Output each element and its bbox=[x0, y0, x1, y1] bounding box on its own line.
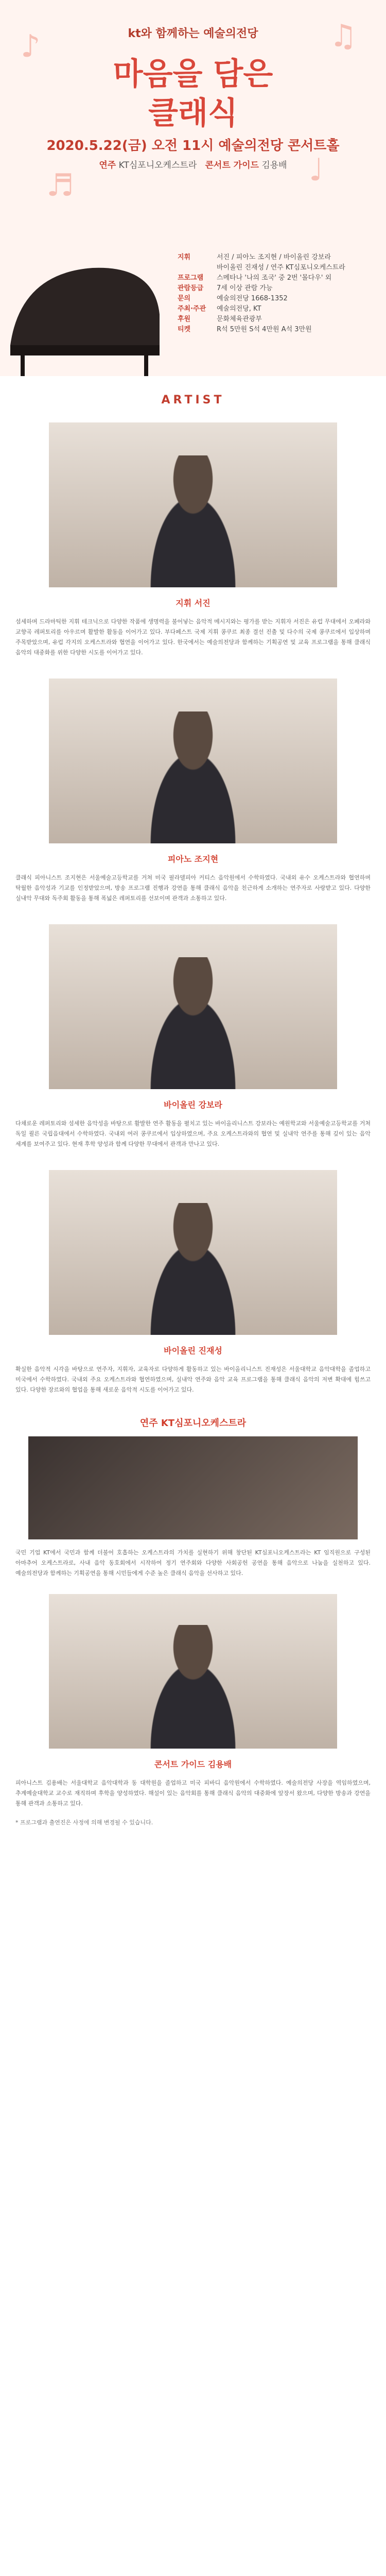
artist-photo bbox=[49, 1170, 337, 1335]
info-key: 문의 bbox=[178, 295, 191, 302]
artist-list bbox=[0, 422, 386, 1395]
info-rows bbox=[178, 252, 378, 335]
artist-name: 피아노 조지현 bbox=[167, 854, 219, 864]
info-key: 지휘 bbox=[178, 253, 191, 261]
info-key: 주최·주관 bbox=[178, 305, 206, 313]
artist-name: 지휘 서진 bbox=[176, 598, 210, 608]
artist-card bbox=[0, 679, 386, 904]
title-line-2: 클래식 bbox=[148, 95, 238, 131]
info-row bbox=[178, 294, 378, 304]
guide-block bbox=[0, 1594, 386, 1809]
footer-note: * 프로그램과 출연진은 사정에 의해 변경될 수 있습니다. bbox=[15, 1819, 153, 1826]
guide-name: 콘서트 가이드 김용배 bbox=[154, 1759, 232, 1769]
music-note-icon: ♩ bbox=[309, 152, 324, 188]
artist-card bbox=[0, 1170, 386, 1395]
artist-card bbox=[0, 422, 386, 658]
info-panel bbox=[0, 242, 386, 376]
info-row bbox=[178, 304, 378, 314]
music-note-icon: ♬ bbox=[46, 167, 74, 204]
artist-name: 바이올린 강보라 bbox=[164, 1100, 222, 1110]
info-row bbox=[178, 263, 378, 273]
info-key: 후원 bbox=[178, 315, 191, 323]
info-value: 예술의전당 1668-1352 bbox=[217, 295, 288, 302]
piano-illustration bbox=[0, 242, 170, 376]
info-key: 티켓 bbox=[178, 326, 191, 333]
info-key: 프로그램 bbox=[178, 274, 204, 282]
artist-bio: 다채로운 레퍼토리와 섬세한 음악성을 바탕으로 활발한 연주 활동을 펼치고 있는 바이올리니스트 강보라는 예원학교와 서울예술고등학교를 거쳐 독일 쾰른 국립음대에서 수학하였다. 국내외 여러 콩쿠르에서 입상하였으며, 주요 오케스트라와의 협연 및 실내악 연주를 통해 깊이 있는 음악 세계를 보여주고 있다. 현재 후학 양성과 함께 다양한 무대에서 관객과 만나고 있다. bbox=[15, 1120, 371, 1147]
info-row bbox=[178, 252, 378, 263]
orchestra-name: 연주 KT심포니오케스트라 bbox=[139, 1418, 247, 1429]
title-line-1: 마음을 담은 bbox=[113, 56, 273, 92]
info-value: R석 5만원 S석 4만원 A석 3만원 bbox=[217, 326, 312, 333]
info-value: 바이올린 진재성 / 연주 KT심포니오케스트라 bbox=[217, 264, 345, 272]
info-row bbox=[178, 283, 378, 294]
performer-line: 연주 KT심포니오케스트라 콘서트 가이드 김용배 bbox=[99, 160, 287, 171]
info-row bbox=[178, 273, 378, 283]
music-note-icon: ♫ bbox=[329, 18, 357, 54]
info-value: 문화체육관광부 bbox=[217, 315, 262, 323]
guide-photo bbox=[49, 1594, 337, 1749]
artist-photo bbox=[49, 422, 337, 587]
artist-section-header: ARTIST bbox=[161, 394, 225, 406]
artist-photo bbox=[49, 679, 337, 843]
concert-date: 2020.5.22(금) 오전 11시 예술의전당 콘서트홀 bbox=[46, 138, 340, 154]
guide-bio: 피아니스트 김용배는 서울대학교 음악대학과 동 대학원을 졸업하고 미국 피바디 음악원에서 수학하였다. 예술의전당 사장을 역임하였으며, 추계예술대학교 교수로 재직하며 후학을 양성하였다. 해설이 있는 음악회를 통해 클래식 음악의 대중화에 앞장서 왔으며, 다양한 방송과 강연을 통해 관객과 소통하고 있다. bbox=[15, 1780, 371, 1807]
orchestra-photo bbox=[28, 1436, 358, 1539]
info-value: 7세 이상 관람 가능 bbox=[217, 284, 273, 292]
info-value: 서진 / 피아노 조지현 / 바이올린 강보라 bbox=[217, 253, 331, 261]
artist-bio: 섬세하며 드라마틱한 지휘 테크닉으로 다양한 작품에 생명력을 불어넣는 음악적 메시지와는 평가를 받는 지휘자 서진은 유럽 무대에서 오페라와 교향곡 레퍼토리를 아우르며 활발한 활동을 이어가고 있다. 부다페스트 국제 지휘 콩쿠르 최종 결선 진출 및 다수의 국제 콩쿠르에서 입상하며 주목받았으며, 유럽 각지의 오케스트라와 협연을 이어가고 있다. 한국에서는 예술의전당과 함께하는 기획공연 및 교육 프로그램을 통해 클래식 음악의 대중화를 위한 다양한 시도를 이어가고 있다. bbox=[15, 618, 371, 656]
brand-tagline: kt와 함께하는 예술의전당 bbox=[128, 27, 258, 40]
info-value: 예술의전당, KT bbox=[217, 305, 261, 313]
info-row bbox=[178, 325, 378, 335]
music-note-icon: ♪ bbox=[21, 28, 41, 64]
artist-bio: 확실한 음악적 시각을 바탕으로 연주자, 지휘자, 교육자로 다양하게 활동하고 있는 바이올리니스트 진재성은 서울대학교 음악대학을 졸업하고 미국에서 수학하였다. 국내외 주요 오케스트라와 협연하였으며, 실내악 연주와 음악 교육 프로그램을 통해 클래식 음악의 저변 확대에 힘쓰고 있다. 다양한 장르와의 협업을 통해 새로운 음악적 시도를 이어가고 있다. bbox=[15, 1366, 371, 1393]
orchestra-block bbox=[0, 1416, 386, 1579]
info-key bbox=[178, 263, 212, 273]
hero-banner bbox=[0, 0, 386, 242]
artist-name: 바이올린 진재성 bbox=[164, 1346, 222, 1355]
info-value: 스메타나 '나의 조국' 중 2번 '몰다우' 외 bbox=[217, 274, 332, 282]
artist-photo bbox=[49, 924, 337, 1089]
artist-card bbox=[0, 924, 386, 1149]
info-row bbox=[178, 314, 378, 325]
info-key: 관람등급 bbox=[178, 284, 204, 292]
artist-bio: 클래식 피아니스트 조지현은 서울예술고등학교를 거쳐 미국 필라델피아 커티스 음악원에서 수학하였다. 국내외 유수 오케스트라와 협연하며 탁월한 음악성과 기교를 인정받았으며, 방송 프로그램 진행과 강연을 통해 클래식 음악을 친근하게 소개하는 연주자로 사랑받고 있다. 다양한 실내악 무대와 독주회 활동을 통해 폭넓은 레퍼토리를 선보이며 관객과 소통하고 있다. bbox=[15, 874, 371, 902]
orchestra-bio: 국민 기업 KT에서 국민과 함께 더불어 호흡하는 오케스트라의 가치를 실현하기 위해 창단된 KT심포니오케스트라는 KT 임직원으로 구성된 아마추어 오케스트라로, 사내 음악 동호회에서 시작하여 정기 연주회와 다양한 사회공헌 공연을 통해 음악으로 나눔을 실천하고 있다. 예술의전당과 함께하는 기획공연을 통해 시민들에게 수준 높은 클래식 음악을 선사하고 있다. bbox=[15, 1549, 371, 1577]
